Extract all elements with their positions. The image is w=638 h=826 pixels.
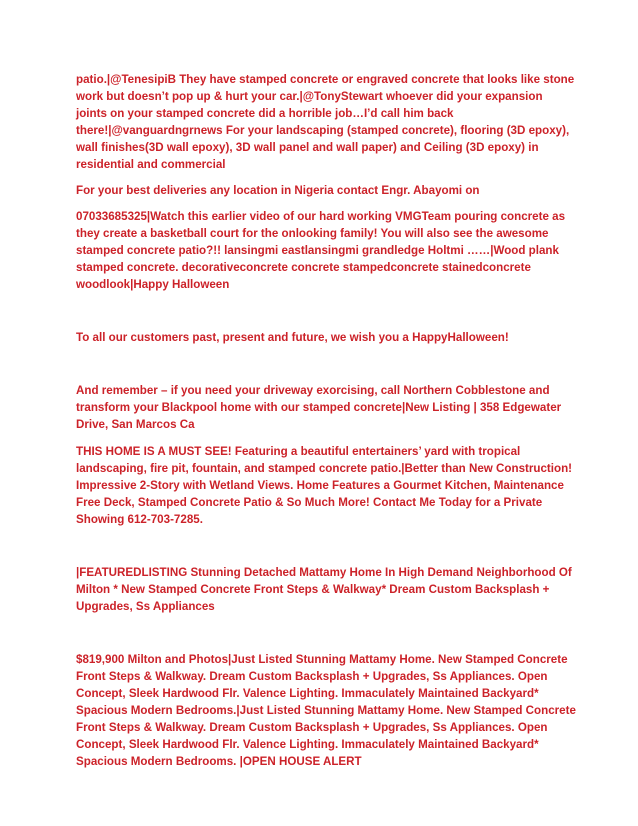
spacer <box>76 173 576 182</box>
paragraph-7: |FEATUREDLISTING Stunning Detached Mattamy Home In High Demand Neighborhood Of Milton * New Stamped Concrete Front Steps & Walkway* Dream Custom Backsplash + Upgrades, Ss Appliances <box>76 566 572 613</box>
paragraph-4: To all our customers past, present and future, we wish you a HappyHalloween! <box>76 331 509 344</box>
spacer <box>76 346 576 382</box>
paragraph-3: 07033685325|Watch this earlier video of our hard working VMGTeam pouring concrete as they create a basketball court for the onlooking family! You will also see the awesome stamped concrete patio?!! lansingmi eastlansingmi grandledge Holtmi ……|Wood plank stamped concrete. decorativeconcrete concrete stampedconcrete stainedconcrete woodlook|Happy Halloween <box>76 210 566 291</box>
spacer <box>76 199 576 208</box>
paragraph-6: THIS HOME IS A MUST SEE! Featuring a beautiful entertainers’ yard with tropical landscaping, fire pit, fountain, and stamped concrete patio.|Better than New Construction! Impressive 2-Story with Wetland Views. Home Features a Gourmet Kitchen, Maintenance Free Deck, Stamped Concrete Patio & So Much More! Contact Me Today for a Private Showing 612-703-7285. <box>76 445 573 526</box>
document-page <box>76 71 576 770</box>
spacer <box>76 615 576 651</box>
paragraph-1: patio.|@TenesipiB They have stamped concrete or engraved concrete that looks like stone work but doesn’t pop up & hurt your car.|@TonyStewart whoever did your expansion joints on your stamped concrete did a horrible job…I’d call him back there!|@vanguardngrnews For your landscaping (stamped concrete), flooring (3D epoxy), wall finishes(3D wall epoxy), 3D wall panel and wall paper) and Ceiling (3D epoxy) in residential and commercial <box>76 73 575 171</box>
paragraph-2: For your best deliveries any location in Nigeria contact Engr. Abayomi on <box>76 184 480 197</box>
spacer <box>76 528 576 564</box>
spacer <box>76 433 576 443</box>
spacer <box>76 293 576 329</box>
paragraph-5: And remember – if you need your driveway exorcising, call Northern Cobblestone and transform your Blackpool home with our stamped concrete|New Listing | 358 Edgewater Drive, San Marcos Ca <box>76 384 562 431</box>
paragraph-8: $819,900 Milton and Photos|Just Listed Stunning Mattamy Home. New Stamped Concrete Front Steps & Walkway. Dream Custom Backsplash + Upgrades, Ss Appliances. Open Concept, Sleek Hardwood Flr. Valence Lighting. Immaculately Maintained Backyard* Spacious Modern Bedrooms.|Just Listed Stunning Mattamy Home. New Stamped Concrete Front Steps & Walkway. Dream Custom Backsplash + Upgrades, Ss Appliances. Open Concept, Sleek Hardwood Flr. Valence Lighting. Immaculately Maintained Backyard* Spacious Modern Bedrooms. |OPEN HOUSE ALERT <box>76 653 576 768</box>
